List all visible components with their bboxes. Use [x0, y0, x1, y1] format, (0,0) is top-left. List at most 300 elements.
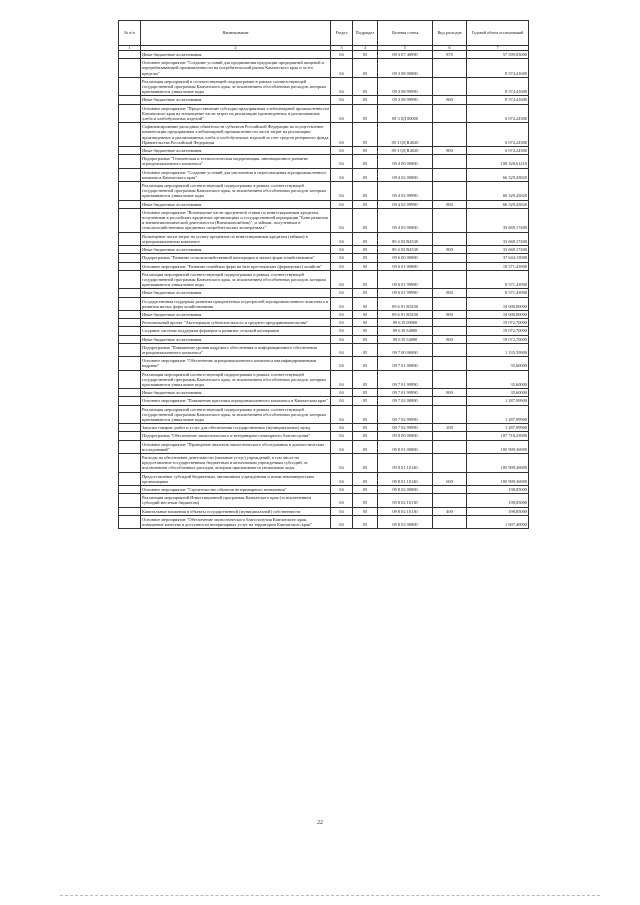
amount-cell: 19 072,70000: [467, 327, 529, 335]
amount-cell: 185 909,36900: [467, 453, 529, 472]
item-name-cell: Подпрограмма "Развитие сельскохозяйственной кооперации и малых форм хозяйствования": [141, 254, 331, 262]
row-number-cell: [119, 453, 141, 472]
amount-cell: 66 329,43820: [467, 168, 529, 181]
row-number-cell: [119, 208, 141, 232]
subsection-cell: 05: [353, 200, 378, 208]
item-name-cell: Основное мероприятие "Строительство объектов ветеринарного назначения": [141, 486, 331, 494]
subsection-cell: 05: [353, 507, 378, 515]
header-cell: Наименование: [141, 21, 331, 46]
amount-cell: 10 000,00000: [467, 310, 529, 318]
table-row: [119, 507, 529, 515]
target-article-cell: 09 3 08 99990: [378, 77, 433, 96]
column-number: 1: [119, 46, 141, 51]
expense-type-cell: [433, 208, 467, 232]
expense-type-cell: 800: [433, 289, 467, 297]
amount-cell: 6 074,24300: [467, 123, 529, 147]
amount-cell: 33 669,17400: [467, 246, 529, 254]
table-row: [119, 168, 529, 181]
amount-cell: 8 574,41600: [467, 96, 529, 104]
target-article-cell: 09 4 02 00000: [378, 168, 433, 181]
amount-cell: 198,85000: [467, 507, 529, 515]
subsection-cell: 05: [353, 494, 378, 507]
amount-cell: 66 329,43820: [467, 182, 529, 201]
expense-type-cell: [433, 357, 467, 370]
item-name-cell: Реализация мероприятий соответствующей подпрограммы в рамках соответствующей государственной программы Камчатского края, за исключением обособленных расходов, которым присваиваются уникальные коды: [141, 405, 331, 424]
target-article-cell: 09 8 02 10130: [378, 494, 433, 507]
subsection-cell: 05: [353, 453, 378, 472]
item-name-cell: Иные бюджетные ассигнования: [141, 389, 331, 397]
target-article-cell: 09 7 02 00000: [378, 397, 433, 405]
section-cell: 04: [331, 208, 353, 232]
subsection-cell: 05: [353, 297, 378, 310]
item-name-cell: Иные бюджетные ассигнования: [141, 289, 331, 297]
table-row: [119, 453, 529, 472]
subsection-cell: 05: [353, 310, 378, 318]
table-row: [119, 310, 529, 318]
table-row: [119, 424, 529, 432]
section-cell: 04: [331, 155, 353, 168]
expense-type-cell: 800: [433, 389, 467, 397]
section-cell: 04: [331, 232, 353, 245]
amount-cell: 33 669,17400: [467, 232, 529, 245]
row-number-cell: [119, 77, 141, 96]
amount-cell: 35,60000: [467, 357, 529, 370]
item-name-cell: Иные бюджетные ассигнования: [141, 310, 331, 318]
row-number-cell: [119, 507, 141, 515]
expense-type-cell: [433, 104, 467, 123]
table-row: [119, 104, 529, 123]
table-row: [119, 405, 529, 424]
target-article-cell: 09 7 01 00000: [378, 357, 433, 370]
section-cell: 04: [331, 370, 353, 389]
expense-type-cell: [433, 343, 467, 356]
section-cell: 04: [331, 182, 353, 201]
item-name-cell: Основное мероприятие "Предоставление субсидии предприятиям хлебопекарной промышленности Камчатского края на возмещение части затрат на реализацию произведенных и реализованных хлеба и хлебобулочных изделий": [142, 105, 329, 122]
target-article-cell: 09 8 00 00000: [378, 432, 433, 440]
item-name-cell: Основное мероприятие "Создание условий для продвижения продукции предприятий пищевой и перерабатывающей промышленности на потребительский рынок Камчатского края и за его пределы": [141, 59, 331, 78]
target-article-cell: 09 6 00 00000: [378, 254, 433, 262]
expense-type-cell: [433, 370, 467, 389]
row-number-cell: [119, 486, 141, 494]
amount-cell: 8 571,43900: [467, 270, 529, 289]
expense-type-cell: [433, 168, 467, 181]
section-cell: 04: [331, 507, 353, 515]
target-article-cell: 09 3 0Д R4020: [378, 147, 433, 155]
section-cell: 04: [331, 486, 353, 494]
page-number: 22: [317, 820, 323, 826]
column-number: 3: [331, 46, 353, 51]
table-row: [119, 289, 529, 297]
target-article-cell: 09 4 03 R4330: [378, 246, 433, 254]
target-article-cell: 09 3 07 40990: [378, 51, 433, 59]
expense-type-cell: [433, 254, 467, 262]
row-number-cell: [119, 182, 141, 201]
amount-cell: 108 328,61210: [467, 155, 529, 168]
row-number-cell: [119, 155, 141, 168]
table-row: [119, 59, 529, 78]
row-number-cell: [119, 370, 141, 389]
row-number-cell: [119, 289, 141, 297]
amount-cell: 187 716,23900: [467, 432, 529, 440]
expense-type-cell: [433, 155, 467, 168]
table-row: [119, 494, 529, 507]
row-number-cell: [119, 254, 141, 262]
item-name-cell: Подпрограмма "Повышение уровня кадрового обеспечения и информационного обеспечения агропромышленного комплекса": [141, 343, 331, 356]
item-name-cell: Реализация мероприятий соответствующей подпрограммы в рамках соответствующей государственной программы Камчатского края, за исключением обособленных расходов, которым присваиваются уникальные коды: [141, 370, 331, 389]
row-number-cell: [119, 432, 141, 440]
item-name-cell: Иные бюджетные ассигнования: [141, 96, 331, 104]
subsection-cell: 05: [353, 232, 378, 245]
row-number-cell: [119, 51, 141, 59]
item-name-cell: Капитальные вложения в объекты государственной (муниципальной) собственности: [141, 507, 331, 515]
target-article-cell: 09 3 08 99990: [378, 96, 433, 104]
amount-cell: 18 571,43900: [467, 262, 529, 270]
item-name-cell: Основное мероприятие "Повышение престижа агропромышленного комплекса в Камчатском крае": [141, 397, 331, 405]
header-cell: Целевая статья: [378, 21, 433, 46]
header-cell: Подраздел: [353, 21, 378, 46]
row-number-cell: [119, 168, 141, 181]
section-cell: 04: [331, 494, 353, 507]
target-article-cell: 09 7 01 99990: [378, 370, 433, 389]
expense-type-cell: 200: [433, 424, 467, 432]
expense-type-cell: [433, 319, 467, 327]
amount-cell: 10 000,00000: [467, 297, 529, 310]
subsection-cell: 05: [353, 182, 378, 201]
subsection-cell: 05: [353, 59, 378, 78]
item-name-cell: Региональный проект "Акселерация субъектов малого и среднего предпринимательства": [141, 319, 331, 327]
row-number-cell: [119, 123, 141, 147]
table-header-row: [119, 21, 529, 46]
section-cell: 04: [331, 389, 353, 397]
table-row: [119, 357, 529, 370]
section-cell: 04: [331, 310, 353, 318]
amount-cell: 1 335,59900: [467, 343, 529, 356]
row-number-cell: [119, 297, 141, 310]
expense-type-cell: [433, 232, 467, 245]
item-name-cell: Закупка товаров, работ и услуг для обеспечения государственных (муниципальных) нужд: [141, 424, 331, 432]
subsection-cell: 05: [353, 104, 378, 123]
target-article-cell: 09 8 03 00000: [378, 515, 433, 528]
section-cell: 04: [331, 246, 353, 254]
table-row: [119, 270, 529, 289]
subsection-cell: 05: [353, 123, 378, 147]
subsection-cell: 05: [353, 155, 378, 168]
item-name-cell: Реализация мероприятий соответствующей подпрограммы в рамках соответствующей государственной программы Камчатского края, за исключением обособленных расходов, которым присваиваются уникальные коды: [141, 182, 331, 201]
row-number-cell: [119, 104, 141, 123]
column-number: 6: [433, 46, 467, 51]
table-row: [119, 335, 529, 343]
expense-type-cell: 600: [433, 472, 467, 485]
section-cell: 04: [331, 96, 353, 104]
subsection-cell: 05: [353, 319, 378, 327]
target-article-cell: 09 4 03 00000: [378, 208, 433, 232]
expense-type-cell: [433, 494, 467, 507]
subsection-cell: 05: [353, 405, 378, 424]
row-number-cell: [119, 343, 141, 356]
amount-cell: 6 074,24300: [467, 147, 529, 155]
expense-type-cell: 400: [433, 507, 467, 515]
row-number-cell: [119, 424, 141, 432]
section-cell: 04: [331, 472, 353, 485]
amount-cell: 19 072,70000: [467, 319, 529, 327]
expense-type-cell: 800: [433, 147, 467, 155]
target-article-cell: 09 3 0Д R4020: [378, 123, 433, 147]
amount-cell: 185 909,36900: [467, 472, 529, 485]
row-number-cell: [119, 270, 141, 289]
expense-type-cell: [433, 405, 467, 424]
table-row: [119, 262, 529, 270]
section-cell: 04: [331, 270, 353, 289]
table-row: [119, 246, 529, 254]
subsection-cell: 05: [353, 440, 378, 453]
amount-cell: 33 669,17400: [467, 208, 529, 232]
item-name-cell: Основное мероприятие "Развитие семейных ферм на базе крестьянских (фермерских) хозяйств": [141, 262, 331, 270]
section-cell: 04: [331, 147, 353, 155]
item-name-cell: Государственная поддержка развития приоритетных подотраслей агропромышленного комплекса и развития малых форм хозяйствования: [141, 297, 331, 310]
section-cell: 04: [331, 123, 353, 147]
row-number-cell: [119, 59, 141, 78]
target-article-cell: 09 8 02 00000: [378, 486, 433, 494]
amount-cell: 35,60000: [467, 389, 529, 397]
amount-cell: 185 909,36900: [467, 440, 529, 453]
table-row: [119, 51, 529, 59]
item-name-cell: Иные бюджетные ассигнования: [141, 147, 331, 155]
expense-type-cell: [433, 270, 467, 289]
expense-type-cell: [433, 59, 467, 78]
section-cell: 04: [331, 515, 353, 528]
table-row: [119, 232, 529, 245]
subsection-cell: 05: [353, 289, 378, 297]
subsection-cell: 05: [353, 432, 378, 440]
row-number-cell: [119, 319, 141, 327]
section-cell: 04: [331, 59, 353, 78]
table-row: [119, 327, 529, 335]
target-article-cell: 09 3 0Д 00000: [378, 104, 433, 123]
item-name-cell: Возмещение части затрат на уплату процентов по инвестиционным кредитам (займам) в агропромышленном комплексе: [141, 232, 331, 245]
target-article-cell: 09 6 I5 54800: [378, 335, 433, 343]
section-cell: 04: [331, 168, 353, 181]
target-article-cell: 09 7 02 99990: [378, 424, 433, 432]
row-number-cell: [119, 147, 141, 155]
table-row: [119, 123, 529, 147]
row-number-cell: [119, 494, 141, 507]
subsection-cell: 05: [353, 168, 378, 181]
section-cell: 04: [331, 453, 353, 472]
amount-cell: 6 074,24300: [467, 104, 529, 123]
item-name-cell: Реализация мероприятий соответствующей подпрограммы в рамках соответствующей государственной программы Камчатского края, за исключением обособленных расходов, которым присваиваются уникальные коды: [141, 270, 331, 289]
expense-type-cell: [433, 262, 467, 270]
table-row: [119, 200, 529, 208]
table-row: [119, 343, 529, 356]
item-name-cell: Подпрограмма "Техническая и технологическая модернизация, инновационное развитие агропромышленного комплекса": [141, 155, 331, 168]
table-row: [119, 155, 529, 168]
subsection-cell: 05: [353, 370, 378, 389]
expense-type-cell: 800: [433, 335, 467, 343]
section-cell: 04: [331, 254, 353, 262]
item-name-cell: Расходы на обеспечение деятельности (оказание услуг) учреждений, в том числе на предоставление государственным бюджетным и автономным учреждениям субсидий, за исключением обособленных расходов, которым присваиваются уникальные коды: [141, 453, 331, 472]
subsection-cell: 05: [353, 246, 378, 254]
expense-type-cell: [433, 440, 467, 453]
expense-type-cell: [433, 182, 467, 201]
table-row: [119, 254, 529, 262]
section-cell: 04: [331, 357, 353, 370]
expense-type-cell: [433, 453, 467, 472]
budget-table: [118, 20, 529, 529]
row-number-cell: [119, 357, 141, 370]
expense-type-cell: [433, 432, 467, 440]
subsection-cell: 05: [353, 515, 378, 528]
item-name-cell: Иные бюджетные ассигнования: [141, 51, 331, 59]
target-article-cell: 09 4 03 R4330: [378, 232, 433, 245]
expense-type-cell: [433, 297, 467, 310]
subsection-cell: 05: [353, 335, 378, 343]
table-body: [119, 51, 529, 529]
subsection-cell: 05: [353, 208, 378, 232]
item-name-cell: Основное мероприятие "Возмещение части процентной ставки по инвестиционным кредитам, полученным в российских кредитных организациях и государственной корпорации "Банк развития и внешнеэкономической деятельности (Внешэкономбанк)", и займам, полученным в сельскохозяйственных кредитных потребительских кооперативах": [141, 208, 331, 232]
subsection-cell: 05: [353, 147, 378, 155]
section-cell: 04: [331, 262, 353, 270]
subsection-cell: 05: [353, 327, 378, 335]
target-article-cell: 09 8 01 00000: [378, 440, 433, 453]
target-article-cell: 09 4 02 99990: [378, 200, 433, 208]
table-row: [119, 432, 529, 440]
amount-cell: 198,85000: [467, 494, 529, 507]
item-name-cell: Софинансирование расходных обязательств субъектов Российской Федерации на осуществление компенсации предприятиям хлебопекарной промышленности части затрат на реализацию произведенных и реализованных хлеба и хлебобулочных изделий за счет средств резервного фонда Правительства Российской Федерации: [141, 123, 331, 147]
expense-type-cell: 800: [433, 96, 467, 104]
target-article-cell: 09 8 01 10140: [378, 453, 433, 472]
table-row: [119, 96, 529, 104]
item-name-cell: Иные бюджетные ассигнования: [141, 200, 331, 208]
section-cell: 04: [331, 440, 353, 453]
item-name-cell: Иные бюджетные ассигнования: [141, 335, 331, 343]
target-article-cell: 09 8 02 10130: [378, 507, 433, 515]
column-number: 4: [353, 46, 378, 51]
row-number-cell: [119, 310, 141, 318]
item-name-cell: Реализация мероприятий Инвестиционной программы Камчатского края (за исключением субсидий местным бюджетам): [141, 494, 331, 507]
item-name-cell: Создание системы поддержки фермеров и развитие сельской кооперации: [141, 327, 331, 335]
table-row: [119, 77, 529, 96]
table-row: [119, 370, 529, 389]
table-row: [119, 389, 529, 397]
header-cell: Вид расходов: [433, 21, 467, 46]
section-cell: 04: [331, 327, 353, 335]
subsection-cell: 05: [353, 357, 378, 370]
section-cell: 04: [331, 77, 353, 96]
section-cell: 04: [331, 405, 353, 424]
table-row: [119, 486, 529, 494]
target-article-cell: 09 6 I5 54800: [378, 327, 433, 335]
target-article-cell: 09 7 01 99990: [378, 389, 433, 397]
row-number-cell: [119, 515, 141, 528]
amount-cell: 19 072,70000: [467, 335, 529, 343]
row-number-cell: [119, 397, 141, 405]
section-cell: 04: [331, 397, 353, 405]
target-article-cell: 09 7 00 00000: [378, 343, 433, 356]
subsection-cell: 05: [353, 96, 378, 104]
target-article-cell: 09 6 01 R5430: [378, 310, 433, 318]
row-number-cell: [119, 246, 141, 254]
section-cell: 04: [331, 289, 353, 297]
section-cell: 04: [331, 424, 353, 432]
row-number-cell: [119, 405, 141, 424]
amount-cell: 1 287,99900: [467, 405, 529, 424]
amount-cell: 37 644,13900: [467, 254, 529, 262]
amount-cell: 8 571,43900: [467, 289, 529, 297]
row-number-cell: [119, 200, 141, 208]
expense-type-cell: [433, 123, 467, 147]
expense-type-cell: [433, 397, 467, 405]
table-row: [119, 397, 529, 405]
header-cell: № п/п: [119, 21, 141, 46]
target-article-cell: 09 6 01 99990: [378, 270, 433, 289]
column-number: 5: [378, 46, 433, 51]
expense-type-cell: 800: [433, 200, 467, 208]
row-number-cell: [119, 472, 141, 485]
section-cell: 04: [331, 319, 353, 327]
amount-cell: 8 574,41600: [467, 77, 529, 96]
section-cell: 04: [331, 104, 353, 123]
subsection-cell: 05: [353, 270, 378, 289]
amount-cell: 1 287,99900: [467, 424, 529, 432]
table-row: [119, 208, 529, 232]
row-number-cell: [119, 96, 141, 104]
subsection-cell: 05: [353, 486, 378, 494]
header-cell: Раздел: [331, 21, 353, 46]
table-row: [119, 182, 529, 201]
subsection-cell: 05: [353, 51, 378, 59]
scan-edge-line: [60, 895, 600, 896]
row-number-cell: [119, 335, 141, 343]
target-article-cell: 09 6 I5 00000: [378, 319, 433, 327]
expense-type-cell: [433, 515, 467, 528]
target-article-cell: 09 4 02 99990: [378, 182, 433, 201]
target-article-cell: 09 3 08 00000: [378, 59, 433, 78]
table-row: [119, 319, 529, 327]
expense-type-cell: 870: [433, 51, 467, 59]
amount-cell: 8 574,41600: [467, 59, 529, 78]
amount-cell: 57 599,83000: [467, 51, 529, 59]
section-cell: 04: [331, 51, 353, 59]
row-number-cell: [119, 232, 141, 245]
expense-type-cell: 800: [433, 246, 467, 254]
target-article-cell: 09 4 00 00000: [378, 155, 433, 168]
subsection-cell: 05: [353, 343, 378, 356]
subsection-cell: 05: [353, 472, 378, 485]
item-name-cell: Основное мероприятие "Обеспечение агропромышленного комплекса квалифицированными кадрами": [141, 357, 331, 370]
item-name-cell: Предоставление субсидий бюджетным, автономным учреждениям и иным некоммерческим организациям: [141, 472, 331, 485]
header-cell: Годовой объем ассигнований: [467, 21, 529, 46]
table-row: [119, 147, 529, 155]
target-article-cell: 09 7 02 99990: [378, 405, 433, 424]
expense-type-cell: [433, 486, 467, 494]
item-name-cell: Подпрограмма "Обеспечение эпизоотического и ветеринарно-санитарного благополучия": [141, 432, 331, 440]
subsection-cell: 05: [353, 424, 378, 432]
amount-cell: 35,60000: [467, 370, 529, 389]
section-cell: 04: [331, 432, 353, 440]
table-row: [119, 515, 529, 528]
item-name-cell: Основное мероприятие "Обеспечение эпизоотического благополучия Камчатского края, повышение качества и доступности ветеринарных услуг на территории Камчатского края": [141, 515, 331, 528]
amount-cell: 1 287,99900: [467, 397, 529, 405]
subsection-cell: 05: [353, 254, 378, 262]
item-name-cell: Основное мероприятие "Проведение анализов эпизоотического обследования и диагностических исследований": [141, 440, 331, 453]
row-number-cell: [119, 327, 141, 335]
table-row: [119, 472, 529, 485]
row-number-cell: [119, 262, 141, 270]
amount-cell: 198,85000: [467, 486, 529, 494]
item-name-cell: Реализация мероприятий в соответствующей подпрограмме в рамках соответствующей государственной программы Камчатского края, за исключением обособленных расходов, которым присваиваются уникальные коды: [141, 77, 331, 96]
section-cell: 04: [331, 297, 353, 310]
row-number-cell: [119, 440, 141, 453]
